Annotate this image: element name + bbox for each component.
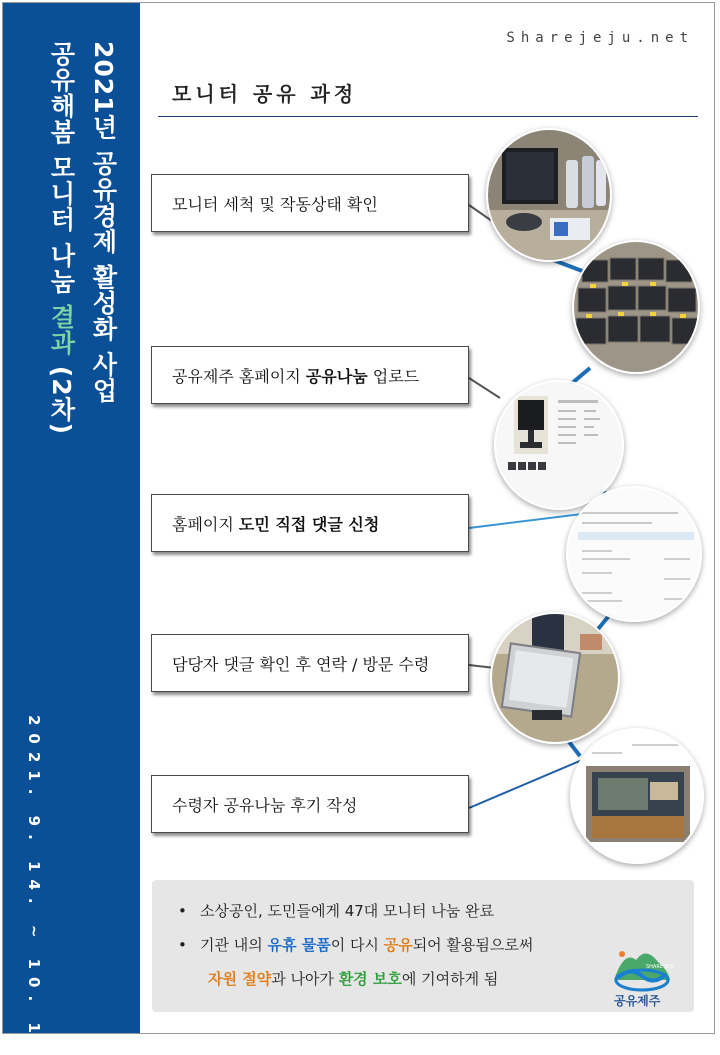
connector-line-3 <box>469 378 500 398</box>
step-5-label: 수령자 공유나눔 후기 작성 <box>172 795 358 815</box>
sidebar-title-line1: 2021년 공유경제 활성화 사업 <box>89 41 118 404</box>
sharejeju-logo-text: 공유제주 <box>614 994 661 1008</box>
homepage-upload-screenshot <box>494 380 624 510</box>
step-1-box <box>151 174 469 232</box>
sidebar-title-line2: 공유해봄 모니터 나눔 결과 (2차) <box>47 41 76 436</box>
cleaning-photo <box>486 128 612 262</box>
sidebar-date: 2021. 9. 14. ~ 10. 1. <box>25 715 43 1055</box>
summary-line-2: • 기관 내의 유휴 물품이 다시 공유되어 활용됨으로써 <box>178 936 534 954</box>
svg-text:SHARE JEJU: SHARE JEJU <box>646 964 674 970</box>
summary-box <box>152 880 694 1012</box>
connector-line-10 <box>469 760 582 808</box>
step-2-box <box>151 346 469 404</box>
review-photo <box>570 728 704 864</box>
step-4-label: 담당자 댓글 확인 후 연락 / 방문 수령 <box>172 654 430 674</box>
page-title: 모니터 공유 과정 <box>172 82 358 106</box>
step-3-label: 홈페이지 도민 직접 댓글 신청 <box>172 514 380 534</box>
site-url: Sharejeju.net <box>506 30 694 46</box>
comment-application-screenshot <box>566 486 702 622</box>
step-3-box <box>151 494 469 552</box>
step-5-box <box>151 775 469 833</box>
summary-line-3: 자원 절약과 나아가 환경 보호에 기여하게 됨 <box>208 970 499 988</box>
pickup-photo <box>490 612 620 744</box>
step-2-label: 공유제주 홈페이지 공유나눔 업로드 <box>172 366 420 386</box>
step-4-box <box>151 634 469 692</box>
monitors-stack-photo <box>572 240 700 374</box>
step-1-label: 모니터 세척 및 작동상태 확인 <box>172 194 378 214</box>
summary-line-1: • 소상공인, 도민들에게 47대 모니터 나눔 완료 <box>178 902 495 920</box>
sharejeju-logo <box>610 940 674 1000</box>
